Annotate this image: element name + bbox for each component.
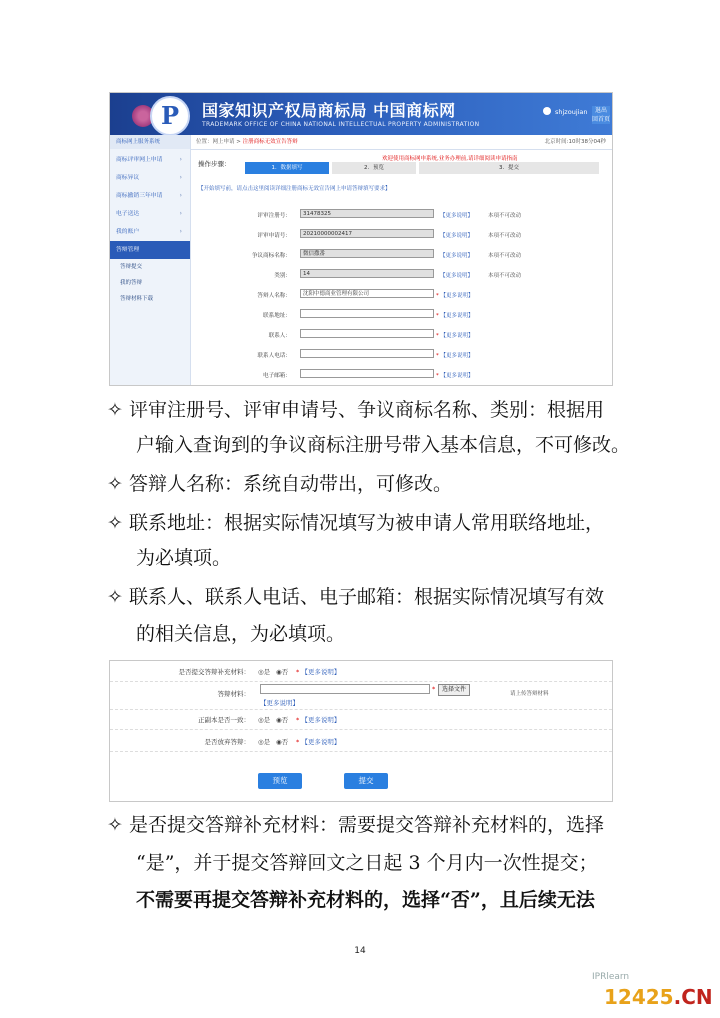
- radio-no[interactable]: ◉否: [276, 716, 289, 724]
- more-info-link[interactable]: * 【更多说明】: [436, 373, 474, 379]
- para-3-line-2: 为必填项。: [136, 547, 232, 569]
- field-label: 联系人电话：: [257, 353, 291, 359]
- disputed-mark-name-input: 微信撒番: [300, 249, 434, 258]
- readonly-note: 本项不可改动: [488, 233, 522, 239]
- chevron-right-icon: ›: [179, 175, 182, 181]
- para-2-line-1: ✧ 答辩人名称：系统自动带出，可修改。: [107, 473, 452, 495]
- field-label: 评审注册号：: [257, 213, 291, 219]
- notice-text: 欢迎使用商标网申系统,业务办理前,请详细阅读申请指南: [382, 156, 518, 162]
- chevron-right-icon: ›: [179, 229, 182, 235]
- radio-yes[interactable]: ◎是: [258, 668, 271, 676]
- sidebar-item-account[interactable]: 我的账户 ›: [110, 223, 190, 241]
- screenshot-materials-form: [109, 660, 613, 802]
- more-info-link[interactable]: * 【更多说明】: [296, 668, 341, 676]
- sidebar-item-revocation[interactable]: 商标撤销三年申请 ›: [110, 187, 190, 205]
- banner-title-cn: 国家知识产权局商标局 中国商标网: [202, 101, 456, 120]
- more-info-link[interactable]: * 【更多说明】: [296, 716, 341, 724]
- more-info-link[interactable]: * 【更多说明】: [436, 333, 474, 339]
- field-label: 是否放弃答辩：: [204, 738, 250, 746]
- more-info-link[interactable]: 【更多说明】: [440, 253, 474, 259]
- more-info-link[interactable]: 【更多说明】: [260, 699, 299, 707]
- sidebar-item-opposition[interactable]: 商标异议 ›: [110, 169, 190, 187]
- more-info-link[interactable]: * 【更多说明】: [436, 293, 474, 299]
- sidebar-item-review[interactable]: 商标评审网上申请 ›: [110, 151, 190, 169]
- field-label: 是否提交答辩补充材料：: [178, 668, 250, 676]
- form-row: [110, 661, 612, 682]
- readonly-note: 本项不可改动: [488, 253, 522, 259]
- readonly-note: 本项不可改动: [488, 213, 522, 219]
- chevron-right-icon: ›: [179, 211, 182, 217]
- more-info-link[interactable]: 【更多说明】: [440, 213, 474, 219]
- more-info-link[interactable]: 【更多说明】: [440, 233, 474, 239]
- screenshot-application-form: [109, 92, 613, 386]
- radio-yes[interactable]: ◎是: [258, 716, 271, 724]
- radio-yes[interactable]: ◎是: [258, 738, 271, 746]
- para-3-line-1: ✧ 联系地址：根据实际情况填写为被申请人常用联络地址，: [107, 512, 604, 534]
- review-app-no-input: 20210000002417: [300, 229, 434, 238]
- readonly-note: 本项不可改动: [488, 273, 522, 279]
- more-info-link[interactable]: * 【更多说明】: [296, 738, 341, 746]
- choose-file-button[interactable]: 选择文件: [438, 684, 470, 696]
- site-watermark: 12425.CN: [604, 985, 713, 1009]
- material-file-input[interactable]: [260, 684, 430, 694]
- banner-title-en: TRADEMARK OFFICE OF CHINA NATIONAL INTELLECTUAL PROPERTY ADMINISTRATION: [202, 121, 480, 128]
- sidebar-sub-download[interactable]: 答辩材料下载: [110, 291, 190, 307]
- respondent-name-input[interactable]: 沈阳中德商业管理有限公司: [300, 289, 434, 298]
- breadcrumb: 位置：网上申请 > 注册商标无效宣告答辩 北京时间:10时38分04秒: [190, 135, 612, 150]
- class-input: 14: [300, 269, 434, 278]
- steps-label: 操作步骤：: [198, 160, 231, 168]
- server-time: 北京时间:10时38分04秒: [544, 139, 606, 145]
- username: shjzoujian: [555, 108, 588, 116]
- sidebar-item-defense[interactable]: 答辩管理: [110, 241, 190, 259]
- fill-instructions-link[interactable]: 【开始填写前，请点击这里阅读详细注册商标无效宣告网上申请答辩填写要求】: [198, 186, 391, 192]
- contact-phone-input[interactable]: [300, 349, 434, 358]
- field-label: 正副本是否一致：: [198, 716, 250, 724]
- required-star: *: [432, 685, 436, 693]
- step-1-active: 1．数据填写: [245, 162, 329, 174]
- para-4-line-1: ✧ 联系人、联系人电话、电子邮箱：根据实际情况填写有效: [107, 586, 604, 608]
- sidebar-sub-submit[interactable]: 答辩提交: [110, 259, 190, 275]
- radio-no[interactable]: ◉否: [276, 668, 289, 676]
- field-label: 答辩人名称：: [257, 293, 291, 299]
- submit-button[interactable]: 提交: [344, 773, 388, 789]
- field-label: 类别：: [274, 273, 291, 279]
- chevron-right-icon: ›: [179, 193, 182, 199]
- step-2: 2．预览: [332, 162, 416, 174]
- user-icon: [543, 107, 551, 115]
- para-5-line-3: 不需要再提交答辩补充材料的，选择“否”，且后续无法: [136, 889, 595, 911]
- step-3: 3．提交: [419, 162, 599, 174]
- page-number: 14: [354, 946, 366, 956]
- more-info-link[interactable]: 【更多说明】: [440, 273, 474, 279]
- form-row: [110, 709, 612, 730]
- field-label: 答辩材料：: [217, 690, 250, 698]
- para-1-line-1: ✧ 评审注册号、评审申请号、争议商标名称、类别：根据用: [107, 399, 604, 421]
- contact-person-input[interactable]: [300, 329, 434, 338]
- para-1-line-2: 户输入查询到的争议商标注册号带入基本信息，不可修改。: [136, 434, 631, 456]
- form-row: [110, 681, 612, 710]
- email-input[interactable]: [300, 369, 434, 378]
- field-label: 电子邮箱：: [263, 373, 291, 379]
- form-row: [110, 729, 612, 752]
- para-5-line-2: “是”，并于提交答辩回文之日起 3 个月内一次性提交；: [136, 852, 598, 874]
- contact-address-input[interactable]: [300, 309, 434, 318]
- upload-hint: 请上传答辩材料: [510, 691, 549, 697]
- field-label: 评审申请号：: [257, 233, 291, 239]
- wechat-watermark: IPRlearn: [592, 972, 630, 982]
- sidebar-sub-my-defense[interactable]: 我的答辩: [110, 275, 190, 291]
- para-4-line-2: 的相关信息，为必填项。: [136, 623, 346, 645]
- sidebar: [110, 135, 191, 385]
- chevron-right-icon: ›: [179, 157, 182, 163]
- field-label: 争议商标名称：: [251, 253, 291, 259]
- more-info-link[interactable]: * 【更多说明】: [436, 313, 474, 319]
- field-label: 联系人：: [268, 333, 291, 339]
- field-label: 联系地址：: [263, 313, 291, 319]
- sidebar-item-e-delivery[interactable]: 电子送达 ›: [110, 205, 190, 223]
- preview-button[interactable]: 预览: [258, 773, 302, 789]
- sidebar-header: 商标网上服务系统: [110, 135, 190, 149]
- logout-button[interactable]: 退出 回首页: [592, 107, 611, 123]
- para-5-line-1: ✧ 是否提交答辩补充材料：需要提交答辩补充材料的，选择: [107, 814, 604, 836]
- more-info-link[interactable]: * 【更多说明】: [436, 353, 474, 359]
- site-banner: [110, 93, 612, 135]
- review-reg-no-input: 31478325: [300, 209, 434, 218]
- radio-no[interactable]: ◉否: [276, 738, 289, 746]
- trademark-office-logo-icon: P: [150, 96, 190, 136]
